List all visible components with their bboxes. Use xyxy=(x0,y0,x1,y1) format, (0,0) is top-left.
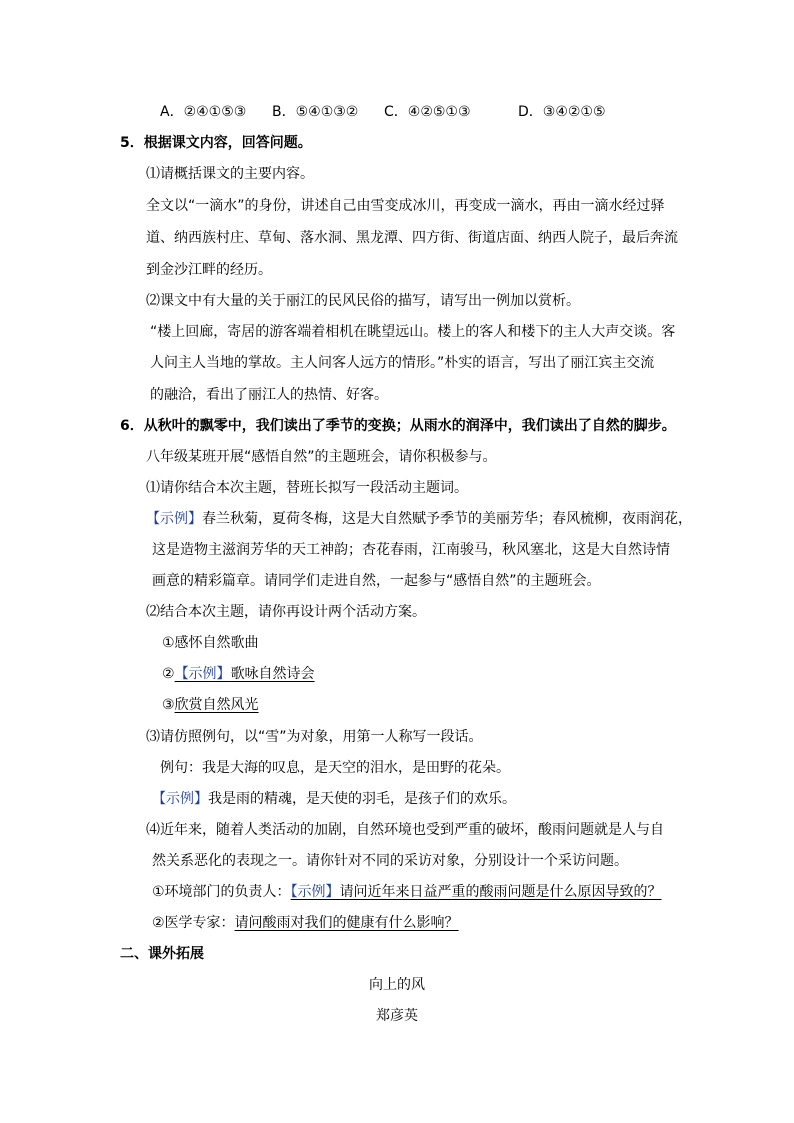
q5-sub1-answer-line: 到金沙江畔的经历。 xyxy=(146,262,272,278)
q6-sub1-answer-line: 这是造物主滋润芳华的天工神韵；杏花春雨，江南骏马，秋风塞北，这是大自然诗情 xyxy=(152,542,670,558)
plan-2-number: ② xyxy=(162,666,175,682)
section-heading: 二、课外拓展 xyxy=(120,946,204,962)
article-title: 向上的风 xyxy=(369,977,425,993)
q6-sub1-prompt: ⑴请你结合本次主题，替班长拟写一段活动主题词。 xyxy=(146,480,468,496)
q6-sub3-answer xyxy=(152,789,516,809)
q5-sub2-answer-line: “楼上回廊，寄居的游客端着相机在眺望远山。楼上的客人和楼下的主人大声交谈。客 xyxy=(150,324,676,340)
interview-1-label: ①环境部门的负责人： xyxy=(152,884,291,900)
q6-sub3-prompt: ⑶请仿照例句，以“雪”为对象，用第一人称写一段话。 xyxy=(146,729,483,745)
choice-d: D．③④②①⑤ xyxy=(518,104,606,120)
question-5-stem: 5．根据课文内容，回答问题。 xyxy=(120,135,312,151)
interview-2-answer: 请问酸雨对我们的健康有什么影响？ xyxy=(234,915,459,931)
example-tag: 【示例】 xyxy=(152,791,208,807)
question-6-stem: 6．从秋叶的飘零中，我们读出了季节的变换；从雨水的润泽中，我们读出了自然的脚步。 xyxy=(120,418,676,434)
interview-2-label: ②医学专家： xyxy=(152,915,235,931)
q5-sub2-answer-line: 的融洽，看出了丽江人的热情、好客。 xyxy=(150,387,388,403)
q6-sub1-answer-text: 春兰秋菊，夏荷冬梅，这是大自然赋予季节的美丽芳华；春风梳柳，夜雨润花， xyxy=(202,511,692,527)
q6-sub3-example: 例句：我是大海的叹息，是天空的泪水，是田野的花朵。 xyxy=(160,760,510,776)
example-tag: 【示例】 xyxy=(290,884,340,900)
example-tag: 【示例】 xyxy=(146,511,202,527)
interview-1-answer xyxy=(291,884,662,900)
q5-sub2-prompt: ⑵课文中有大量的关于丽江的民风民俗的描写，请写出一例加以赏析。 xyxy=(146,293,580,309)
q6-plan-1: ①感怀自然歌曲 xyxy=(162,635,259,651)
q6-interview-2 xyxy=(152,913,459,933)
q6-interview-1 xyxy=(152,882,662,902)
choice-b: B．⑤④①③② xyxy=(272,104,359,120)
interview-1-text: 请问近年来日益严重的酸雨问题是什么原因导致的？ xyxy=(339,884,662,900)
plan-3-number: ③ xyxy=(162,697,175,713)
q5-sub2-answer-line: 人问主人当地的掌故。主人问客人远方的情形。”朴实的语言，写出了丽江宾主交流 xyxy=(150,355,655,371)
q6-plan-2 xyxy=(162,664,315,684)
q6-sub3-answer-text: 我是雨的精魂，是天使的羽毛，是孩子们的欢乐。 xyxy=(208,791,516,807)
q6-sub4-prompt-line: 然关系恶化的表现之一。请你针对不同的采访对象，分别设计一个采访问题。 xyxy=(152,853,628,869)
question-6-stem-continued: 八年级某班开展“感悟自然”的主题班会，请你积极参与。 xyxy=(146,449,497,465)
choice-c: C．④②⑤①③ xyxy=(384,104,471,120)
choice-a: A．②④①⑤③ xyxy=(160,104,247,120)
q6-sub4-prompt-line: ⑷近年来，随着人类活动的加剧，自然环境也受到严重的破坏，酸雨问题就是人与自 xyxy=(146,822,664,838)
plan-3-text: 欣赏自然风光 xyxy=(174,697,259,713)
article-author: 郑彦英 xyxy=(376,1008,418,1024)
q6-sub2-prompt: ⑵结合本次主题，请你再设计两个活动方案。 xyxy=(146,604,426,620)
q5-sub1-answer-line: 全文以“一滴水”的身份，讲述自己由雪变成冰川，再变成一滴水，再由一滴水经过驿 xyxy=(146,198,665,214)
q5-sub1-answer-line: 道、纳西族村庄、草甸、落水洞、黑龙潭、四方街、街道店面、纳西人院子，最后奔流 xyxy=(146,230,678,246)
plan-2-answer xyxy=(175,666,315,682)
example-tag: 【示例】 xyxy=(174,666,231,682)
q5-sub1-prompt: ⑴请概括课文的主要内容。 xyxy=(146,166,314,182)
plan-2-text: 歌咏自然诗会 xyxy=(230,666,315,682)
q6-sub1-answer-line: 画意的精彩篇章。请同学们走进自然，一起参与“感悟自然”的主题班会。 xyxy=(152,573,601,589)
q6-plan-3 xyxy=(162,695,259,715)
q6-sub1-answer-first-line xyxy=(146,509,692,529)
